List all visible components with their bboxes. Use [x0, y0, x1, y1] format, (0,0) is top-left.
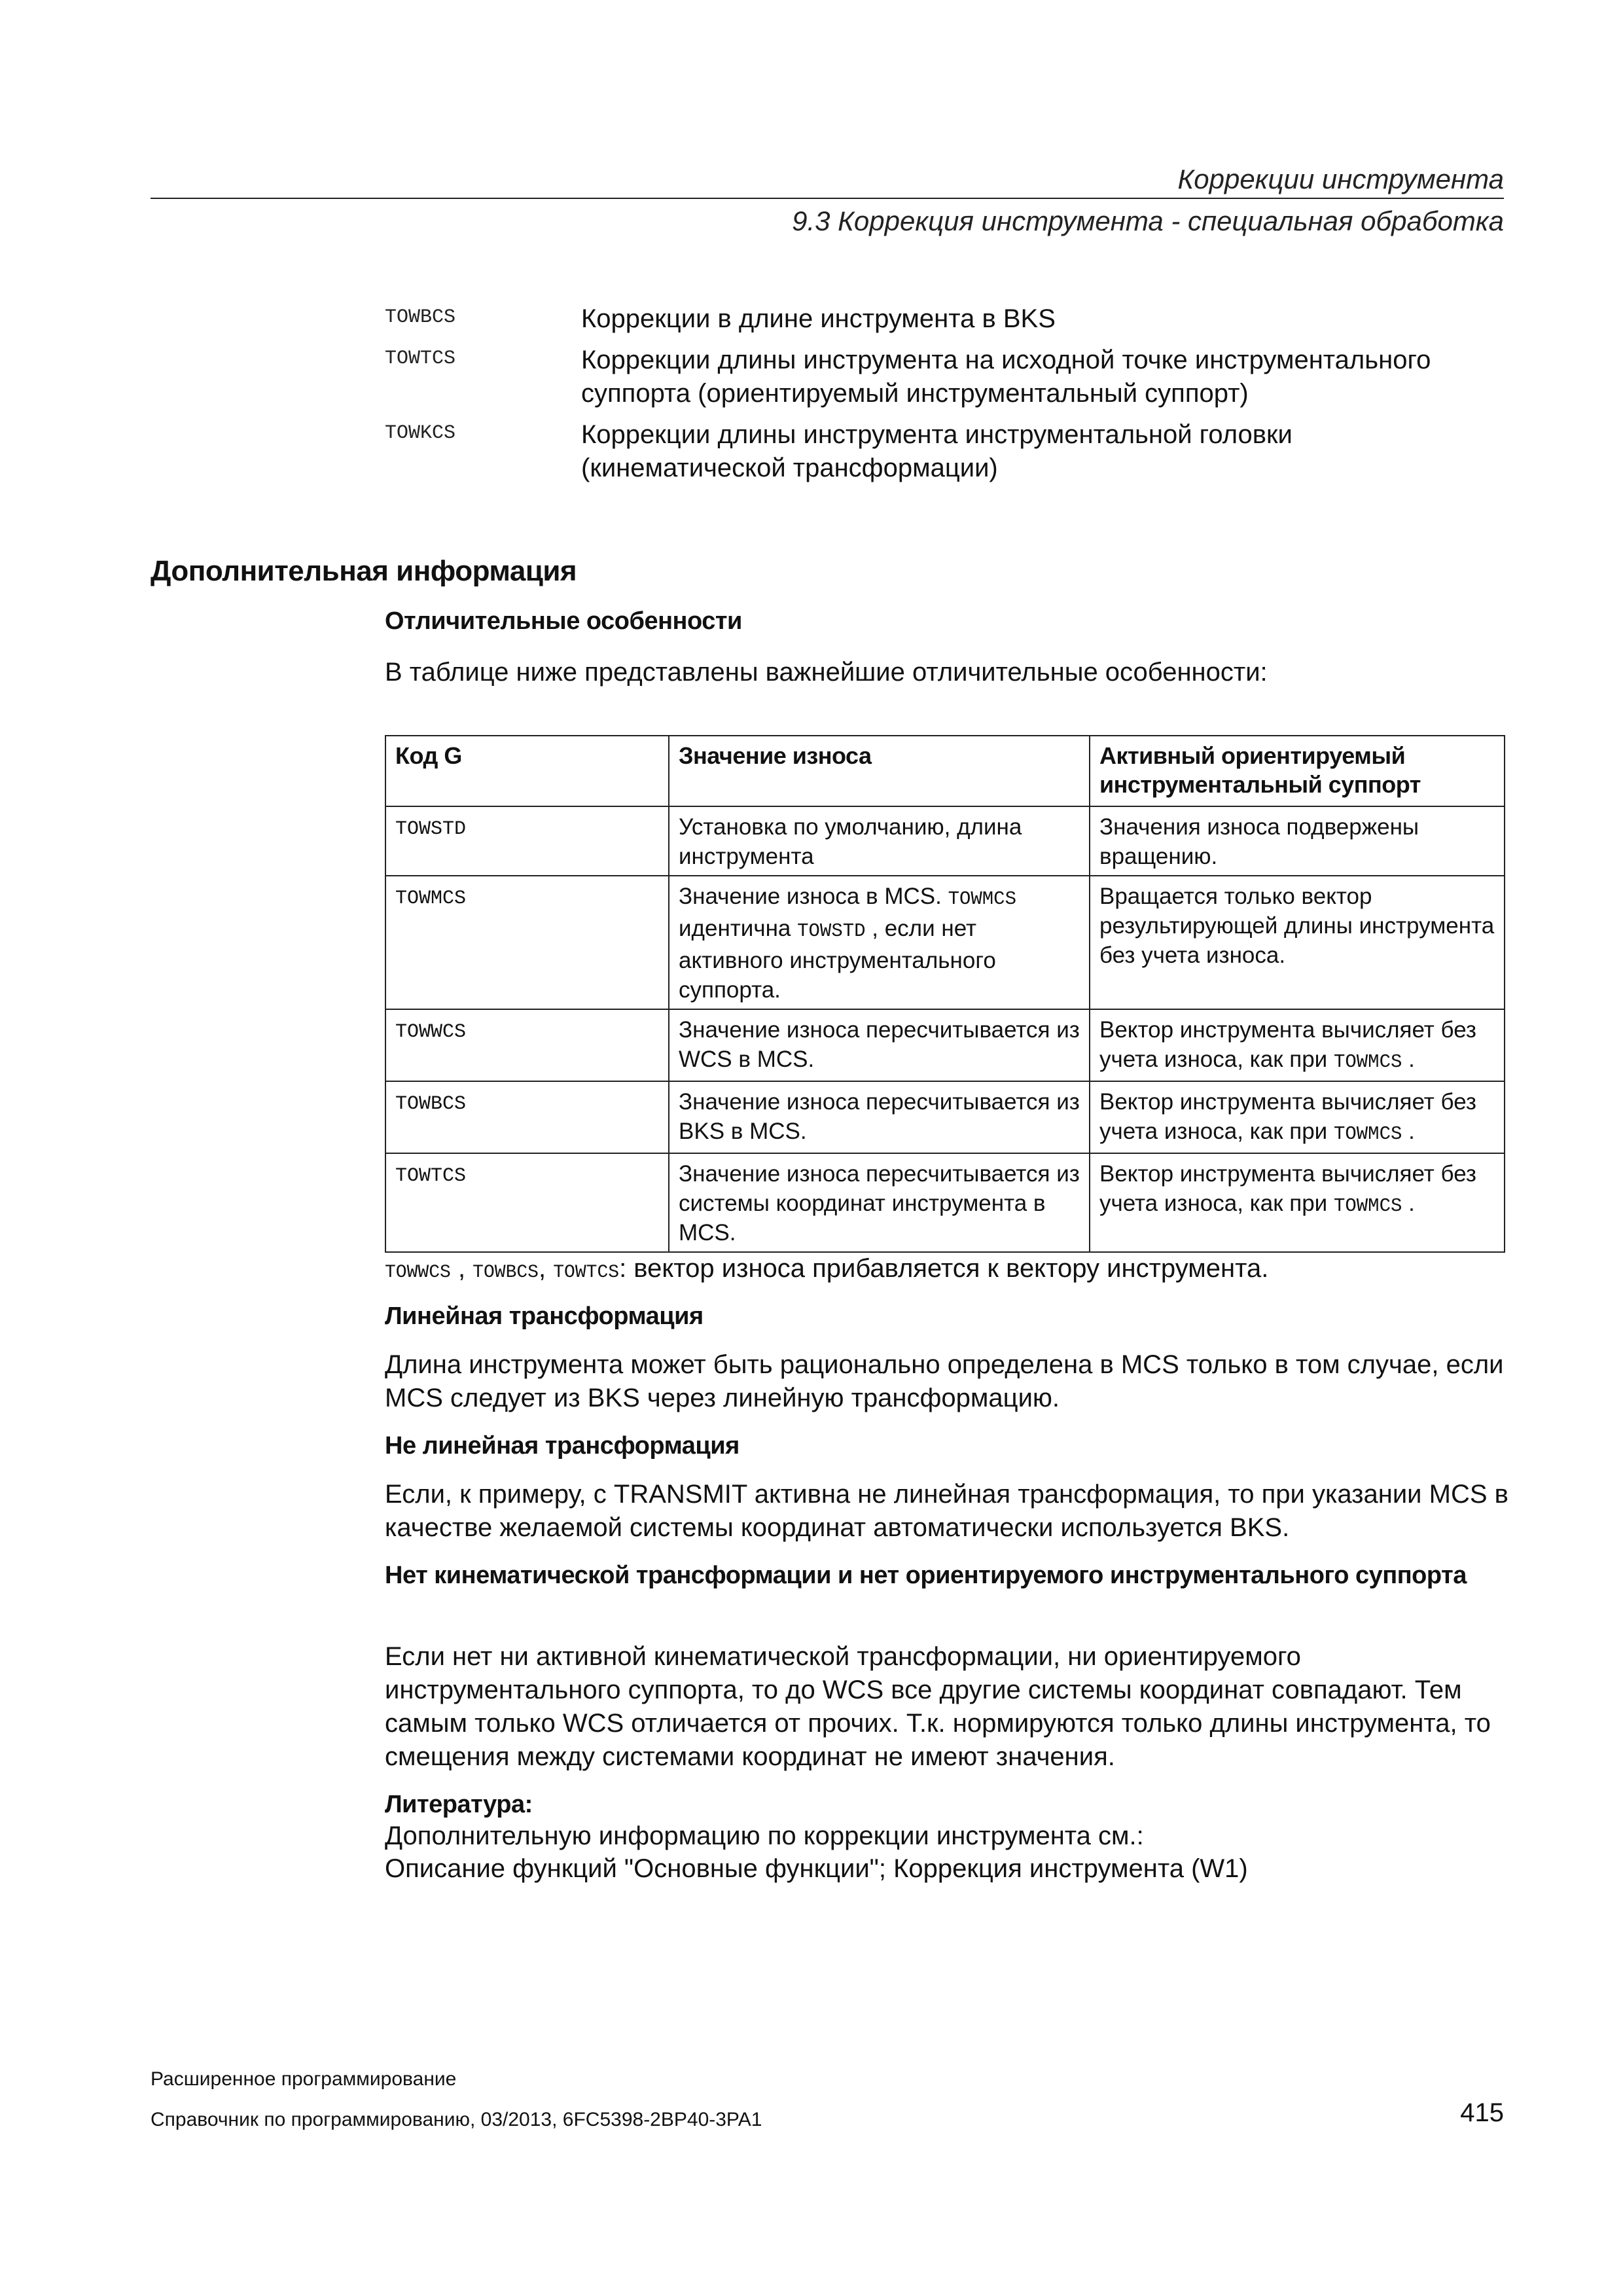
subheading-nonlinear: Не линейная трансформация [385, 1432, 740, 1460]
cell-active [1090, 806, 1505, 876]
cell-text: . [1402, 1191, 1415, 1216]
cell-wear [669, 876, 1090, 1009]
cell-active [1090, 1081, 1505, 1153]
cell-text: Значения износа подвержены вращению. [1099, 814, 1419, 869]
cell-text: . [1402, 1119, 1415, 1144]
table-intro: В таблице ниже представлены важнейшие отличительные особенности: [385, 658, 1268, 687]
cell-wear [669, 1081, 1090, 1153]
table-row [385, 1081, 1505, 1153]
cell-wear [669, 1009, 1090, 1081]
table-row [385, 1153, 1505, 1252]
cell-gcode: TOWTCS [385, 1153, 669, 1252]
table-header-row [385, 736, 1505, 806]
paragraph-nonlinear: Если, к примеру, с TRANSMIT активна не линейная трансформация, то при указании MCS в качестве желаемой системы координат автоматически используется BKS. [385, 1480, 1508, 1542]
table-row [385, 876, 1505, 1009]
subheading-no-kinematic: Нет кинематической трансформации и нет ориентируемого инструментального суппорта [385, 1562, 1467, 1589]
footer-manual-info: Справочник по программированию, 03/2013, 6FC5398-2BP40-3PA1 [151, 2109, 762, 2130]
inline-code: TOWMCS [1333, 1051, 1402, 1073]
inline-code: TOWMCS [1333, 1123, 1402, 1145]
column-header-active-holder: Активный ориентируемый инструментальный суппорт [1090, 736, 1505, 806]
column-header-gcode: Код G [385, 736, 669, 806]
paragraph-no-kinematic: Если нет ни активной кинематической трансформации, ни ориентируемого инструментального суппорта, то до WCS все другие системы координат совпадают. Тем самым только WCS отличается от прочих. Т.к. нормируются только длины инструмента, то смещения между системами координат не имеют значения. [385, 1642, 1491, 1771]
cell-text: Установка по умолчанию, длина инструмента [679, 814, 1022, 869]
cell-text: Значение износа пересчитывается из системы координат инструмента в MCS. [679, 1161, 1080, 1246]
literature-line-1: Дополнительную информацию по коррекции инструмента см.: [385, 1821, 1144, 1850]
cell-text: Вращается только вектор результирующей длины инструмента без учета износа. [1099, 884, 1495, 968]
cell-gcode: TOWMCS [385, 876, 669, 1009]
page-number: 415 [1460, 2098, 1504, 2127]
cell-wear [669, 806, 1090, 876]
inline-code: TOWWCS [385, 1263, 451, 1283]
definition-towkcs [385, 418, 1504, 485]
cell-text: Вектор инструмента вычисляет без учета износа, как при [1099, 1017, 1476, 1072]
cell-gcode: TOWWCS [385, 1009, 669, 1081]
literature-line-2: Описание функций "Основные функции"; Коррекция инструмента (W1) [385, 1854, 1248, 1883]
inline-code: TOWMCS [1333, 1195, 1402, 1217]
cell-gcode: TOWSTD [385, 806, 669, 876]
definition-text: Коррекции длины инструмента на исходной точке инструментального суппорта (ориентируемый инструментальный суппорт) [581, 346, 1431, 408]
definition-towtcs [385, 344, 1504, 410]
cell-active [1090, 876, 1505, 1009]
paragraph-linear: Длина инструмента может быть рационально определена в MCS только в том случае, если MCS следует из BKS через линейную трансформацию. [385, 1350, 1504, 1412]
cell-active [1090, 1009, 1505, 1081]
definition-code: TOWTCS [385, 348, 456, 370]
footer-book-title: Расширенное программирование [151, 2068, 457, 2090]
table-row [385, 806, 1505, 876]
differences-table [385, 735, 1505, 1253]
definition-towbcs [385, 302, 1504, 336]
running-header-subtitle: 9.3 Коррекция инструмента - специальная обработка [792, 206, 1504, 236]
section-heading: Дополнительная информация [151, 555, 577, 587]
table-row [385, 1009, 1505, 1081]
definition-text: Коррекции длины инструмента инструментальной головки (кинематической трансформации) [581, 420, 1293, 482]
inline-code: TOWSTD [797, 920, 866, 942]
definition-code: TOWKCS [385, 422, 456, 444]
note-text: : вектор износа прибавляется к вектору инструмента. [619, 1254, 1269, 1283]
definition-text: Коррекции в длине инструмента в BKS [581, 304, 1056, 333]
table-note [385, 1254, 1268, 1283]
running-header-title: Коррекции инструмента [1177, 164, 1504, 194]
header-rule [151, 198, 1504, 199]
column-header-wear: Значение износа [669, 736, 1090, 806]
inline-code: TOWBCS [473, 1263, 539, 1283]
subheading-linear: Линейная трансформация [385, 1302, 704, 1330]
cell-active [1090, 1153, 1505, 1252]
definition-code: TOWBCS [385, 306, 456, 329]
cell-text: Вектор инструмента вычисляет без учета износа, как при [1099, 1161, 1476, 1216]
cell-text: идентична [679, 916, 798, 941]
cell-text: Значение износа в MCS. [679, 884, 948, 909]
cell-text: Значение износа пересчитывается из WCS в MCS. [679, 1017, 1080, 1072]
inline-code: TOWTCS [553, 1263, 620, 1283]
cell-text: , если нет активного инструментального суппорта. [679, 916, 996, 1003]
cell-wear [669, 1153, 1090, 1252]
note-separator: , [539, 1254, 554, 1283]
cell-text: Вектор инструмента вычисляет без учета износа, как при [1099, 1089, 1476, 1144]
subheading-features: Отличительные особенности [385, 607, 742, 635]
literature-heading: Литература: [385, 1791, 533, 1818]
note-separator: , [450, 1254, 473, 1283]
cell-text: . [1402, 1047, 1415, 1072]
inline-code: TOWMCS [948, 888, 1016, 910]
cell-text: Значение износа пересчитывается из BKS в MCS. [679, 1089, 1080, 1144]
cell-gcode: TOWBCS [385, 1081, 669, 1153]
